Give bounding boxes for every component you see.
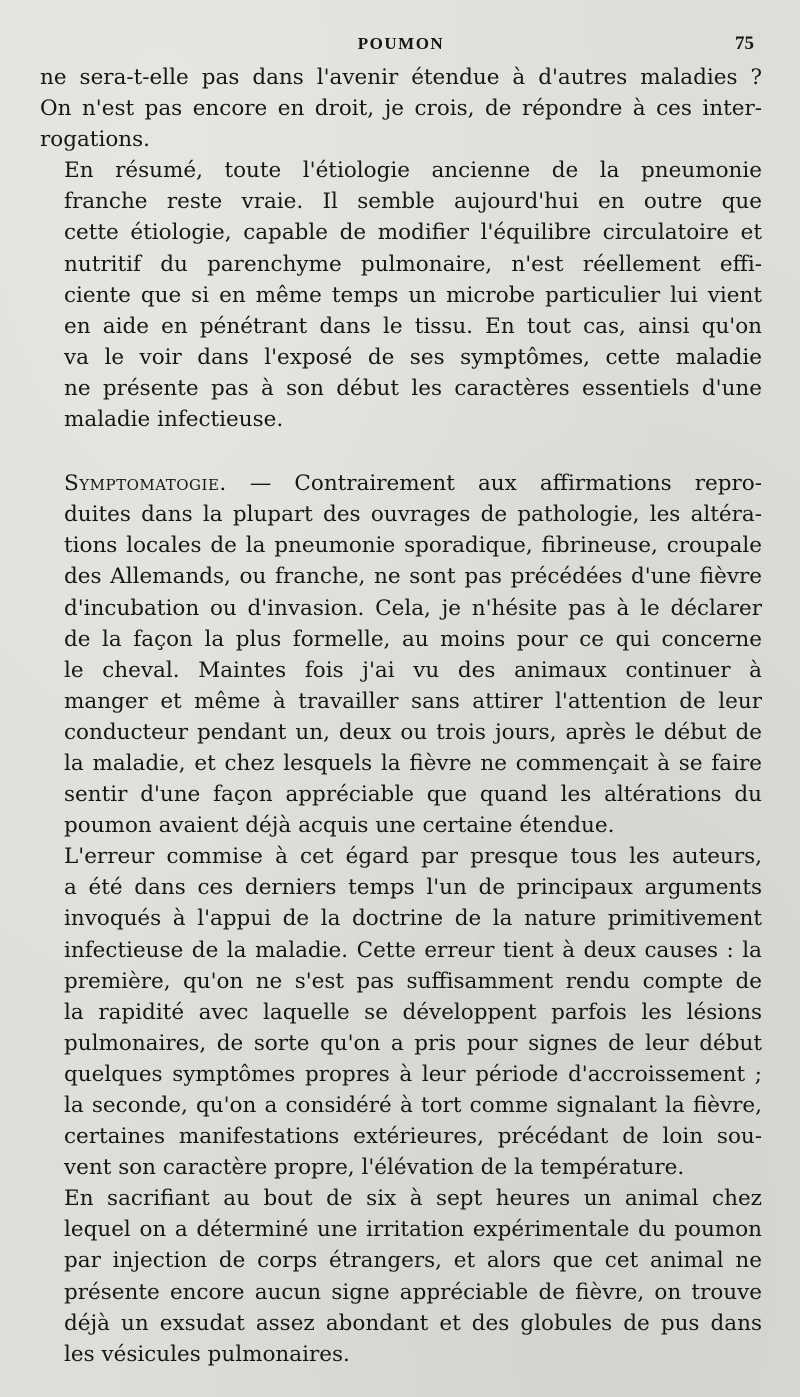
- text-line: infectieuse de la maladie. Cette erreur tient à deux causes : la: [64, 937, 762, 963]
- section-heading: Symptomatogie.: [64, 471, 227, 497]
- text-line: la rapidité avec laquelle se développent parfois les lésions: [64, 999, 762, 1025]
- paragraph-experiment: [40, 1183, 762, 1370]
- running-header: [40, 28, 762, 62]
- text-line: les vésicules pulmonaires.: [64, 1341, 350, 1367]
- text-line: franche reste vraie. Il semble aujourd'hui en outre que: [64, 189, 762, 215]
- text-line: invoqués à l'appui de la doctrine de la nature primitivement: [64, 906, 762, 932]
- text-line: nutritif du parenchyme pulmonaire, n'est réellement effi-: [64, 251, 762, 277]
- text-line: quelques symptômes propres à leur période d'accroissement ;: [64, 1061, 762, 1087]
- text-line: certaines manifestations extérieures, précédant de loin sou-: [64, 1124, 762, 1150]
- text-line: vent son caractère propre, l'élévation de la température.: [64, 1155, 685, 1181]
- text-line: conducteur pendant un, deux ou trois jours, après le début de: [64, 719, 762, 745]
- text-line: la seconde, qu'on a considéré à tort comme signalant la fièvre,: [64, 1093, 762, 1118]
- text-line: la maladie, et chez lesquels la fièvre ne commençait à se faire: [64, 750, 762, 776]
- text-fragment: — Contrairement aux affirmations repro-: [226, 471, 762, 497]
- text-line: rogations.: [40, 127, 150, 153]
- text-line: lequel on a déterminé une irritation expérimentale du poumon: [64, 1217, 762, 1243]
- text-line: le cheval. Maintes fois j'ai vu des animaux continuer à: [64, 657, 762, 683]
- text-line: a été dans ces derniers temps l'un de principaux arguments: [64, 875, 762, 901]
- text-line: sentir d'une façon appréciable que quand les altérations du: [64, 782, 762, 808]
- text-line: par injection de corps étrangers, et alors que cet animal ne: [64, 1248, 762, 1274]
- text-line: en aide en pénétrant dans le tissu. En tout cas, ainsi qu'on: [64, 313, 762, 339]
- text-line: déjà un exsudat assez abondant et des globules de pus dans: [64, 1310, 762, 1336]
- text-line: maladie infectieuse.: [64, 407, 284, 433]
- page-number: 75: [735, 33, 754, 54]
- paragraph-resume: [40, 155, 762, 435]
- text-line: En résumé, toute l'étiologie ancienne de la pneumonie: [64, 158, 762, 184]
- text-line: poumon avaient déjà acquis une certaine étendue.: [64, 813, 615, 839]
- text-line: En sacrifiant au bout de six à sept heures un animal chez: [64, 1186, 762, 1212]
- text-line: duites dans la plupart des ouvrages de pathologie, les altéra-: [64, 502, 762, 528]
- text-line: ciente que si en même temps un microbe particulier lui vient: [64, 282, 762, 308]
- text-line: va le voir dans l'exposé de ses symptômes, cette maladie: [64, 344, 762, 370]
- text-line: première, qu'on ne s'est pas suffisamment rendu compte de: [64, 968, 762, 994]
- paragraph-symptomatology: [40, 468, 762, 841]
- paragraph-error: [40, 841, 762, 1183]
- text-line: tions locales de la pneumonie sporadique, fibrineuse, croupale: [64, 533, 762, 559]
- text-line: manger et même à travailler sans attirer l'attention de leur: [64, 688, 762, 714]
- running-title: POUMON: [357, 34, 445, 53]
- text-line: présente encore aucun signe appréciable de fièvre, on trouve: [64, 1279, 762, 1305]
- paragraph-continuation: [40, 62, 762, 155]
- text-line: ne sera-t-elle pas dans l'avenir étendue à d'autres maladies ?: [40, 65, 762, 90]
- text-line: pulmonaires, de sorte qu'on a pris pour signes de leur début: [64, 1030, 762, 1056]
- text-line: L'erreur commise à cet égard par presque tous les auteurs,: [64, 844, 762, 870]
- text-line: [40, 468, 762, 499]
- text-line: d'incubation ou d'invasion. Cela, je n'hésite pas à le déclarer: [64, 595, 762, 621]
- text-line: ne présente pas à son début les caractères essentiels d'une: [64, 375, 762, 401]
- text-line: On n'est pas encore en droit, je crois, de répondre à ces inter-: [40, 96, 762, 122]
- text-line: cette étiologie, capable de modifier l'équilibre circulatoire et: [64, 220, 762, 246]
- text-line: de la façon la plus formelle, au moins pour ce qui concerne: [64, 626, 762, 652]
- text-line: des Allemands, ou franche, ne sont pas précédées d'une fièvre: [64, 564, 762, 590]
